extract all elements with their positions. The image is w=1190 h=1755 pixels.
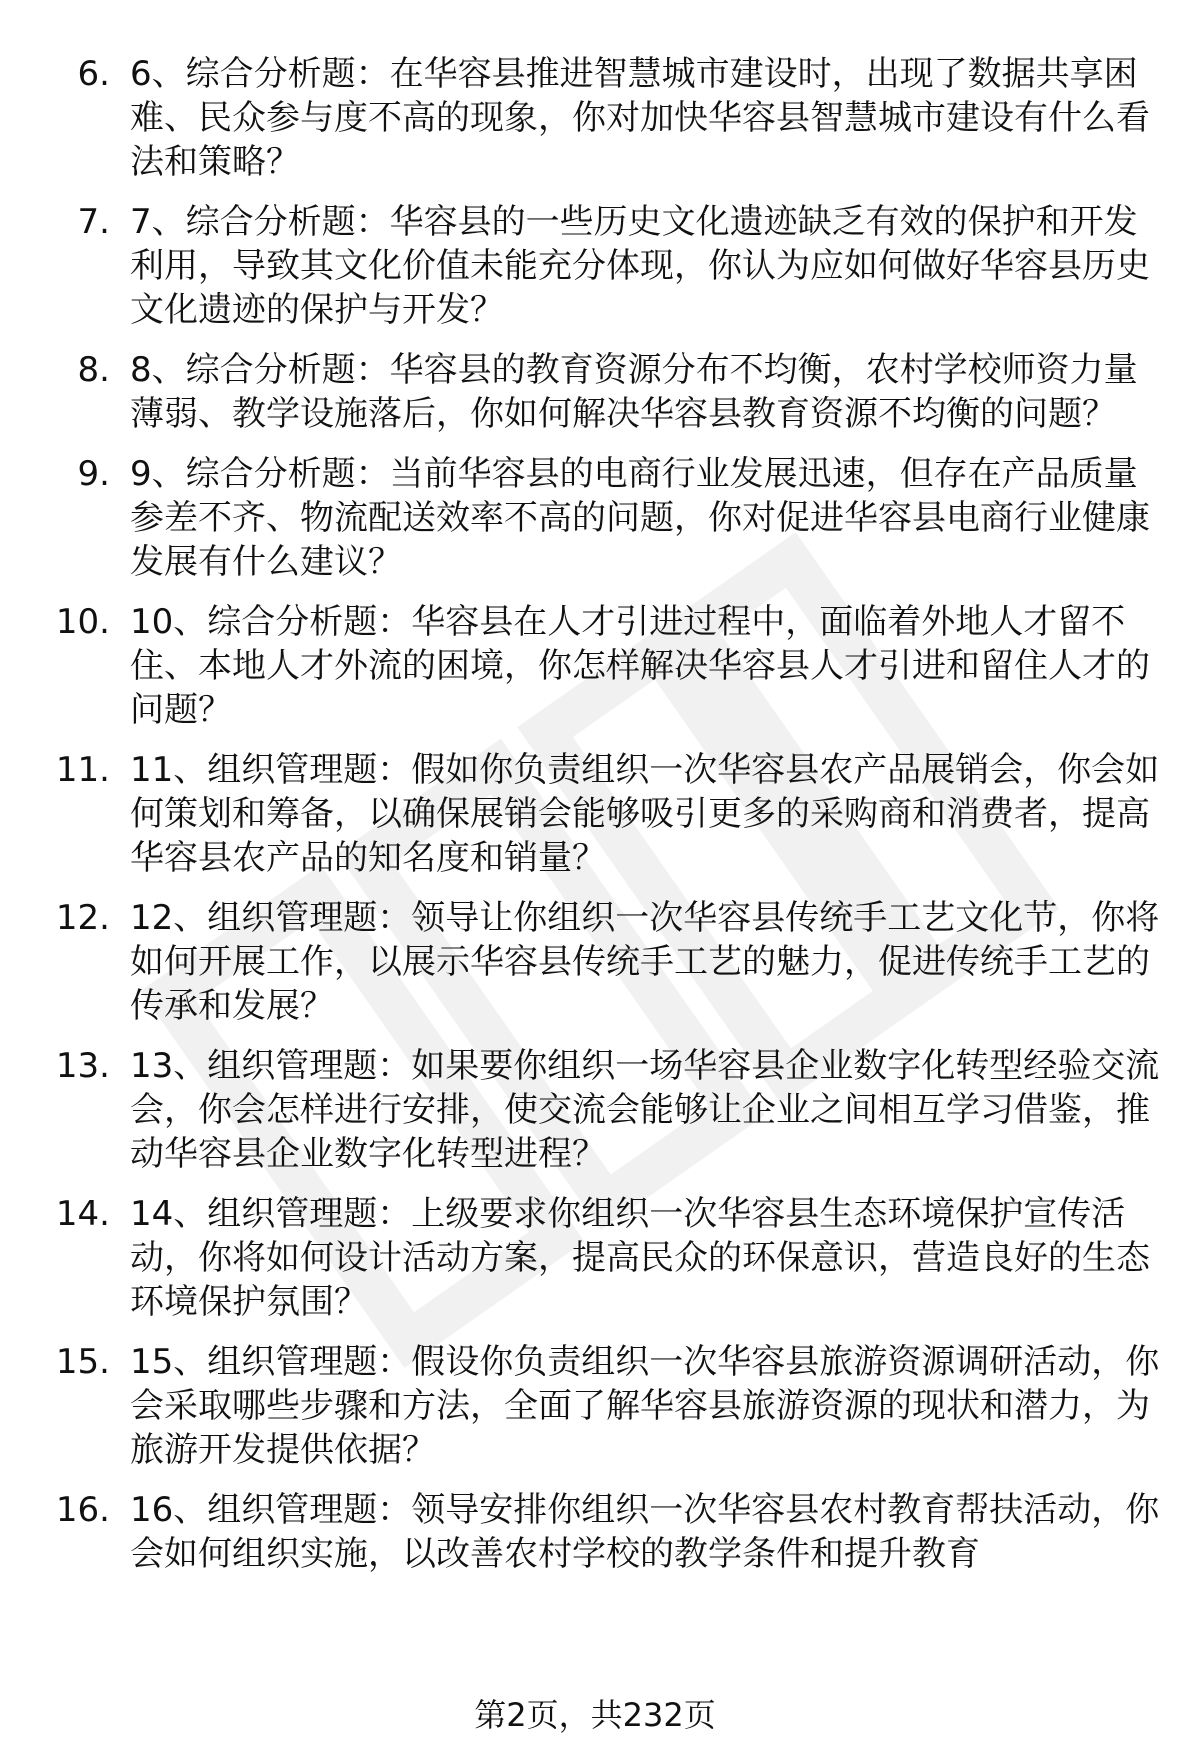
list-item bbox=[0, 52, 1190, 184]
question-text: 11、组织管理题：假如你负责组织一次华容县农产品展销会，你会如何策划和筹备，以确保展销会能够吸引更多的采购商和消费者，提高华容县农产品的知名度和销量？ bbox=[130, 750, 1160, 878]
question-number: 16. bbox=[55, 1490, 110, 1530]
question-number: 13. bbox=[55, 1046, 110, 1086]
question-text: 15、组织管理题：假设你负责组织一次华容县旅游资源调研活动，你会采取哪些步骤和方法，全面了解华容县旅游资源的现状和潜力，为旅游开发提供依据？ bbox=[130, 1342, 1160, 1470]
question-text: 10、综合分析题：华容县在人才引进过程中，面临着外地人才留不住、本地人才外流的困境，你怎样解决华容县人才引进和留住人才的问题？ bbox=[130, 602, 1150, 730]
list-item bbox=[0, 748, 1190, 880]
list-item bbox=[0, 600, 1190, 732]
list-item bbox=[0, 200, 1190, 332]
question-text: 14、组织管理题：上级要求你组织一次华容县生态环境保护宣传活动，你将如何设计活动方案，提高民众的环保意识，营造良好的生态环境保护氛围？ bbox=[130, 1194, 1150, 1322]
question-text: 7、综合分析题：华容县的一些历史文化遗迹缺乏有效的保护和开发利用，导致其文化价值未能充分体现，你认为应如何做好华容县历史文化遗迹的保护与开发？ bbox=[130, 202, 1150, 330]
question-text: 16、组织管理题：领导安排你组织一次华容县农村教育帮扶活动，你会如何组织实施，以改善农村学校的教学条件和提升教育 bbox=[130, 1490, 1160, 1574]
question-number: 11. bbox=[55, 750, 110, 790]
question-number: 7. bbox=[77, 202, 110, 242]
list-item bbox=[0, 896, 1190, 1028]
list-item bbox=[0, 1192, 1190, 1324]
question-text: 8、综合分析题：华容县的教育资源分布不均衡，农村学校师资力量薄弱、教学设施落后，你如何解决华容县教育资源不均衡的问题？ bbox=[130, 350, 1138, 434]
question-text: 13、组织管理题：如果要你组织一场华容县企业数字化转型经验交流会，你会怎样进行安排，使交流会能够让企业之间相互学习借鉴，推动华容县企业数字化转型进程？ bbox=[130, 1046, 1160, 1174]
question-text: 12、组织管理题：领导让你组织一次华容县传统手工艺文化节，你将如何开展工作，以展示华容县传统手工艺的魅力，促进传统手工艺的传承和发展？ bbox=[130, 898, 1160, 1026]
question-number: 6. bbox=[77, 54, 110, 94]
question-number: 15. bbox=[55, 1342, 110, 1382]
question-text: 9、综合分析题：当前华容县的电商行业发展迅速，但存在产品质量参差不齐、物流配送效率不高的问题，你对促进华容县电商行业健康发展有什么建议？ bbox=[130, 454, 1150, 582]
question-number: 8. bbox=[77, 350, 110, 390]
question-list bbox=[0, 52, 1190, 1592]
list-item bbox=[0, 348, 1190, 436]
page-footer: 第2页，共232页 bbox=[474, 1696, 716, 1734]
question-number: 14. bbox=[55, 1194, 110, 1234]
list-item bbox=[0, 1044, 1190, 1176]
question-text: 6、综合分析题：在华容县推进智慧城市建设时，出现了数据共享困难、民众参与度不高的现象，你对加快华容县智慧城市建设有什么看法和策略？ bbox=[130, 54, 1150, 182]
question-number: 12. bbox=[55, 898, 110, 938]
list-item bbox=[0, 452, 1190, 584]
list-item bbox=[0, 1488, 1190, 1576]
list-item bbox=[0, 1340, 1190, 1472]
question-number: 9. bbox=[77, 454, 110, 494]
question-number: 10. bbox=[55, 602, 110, 642]
